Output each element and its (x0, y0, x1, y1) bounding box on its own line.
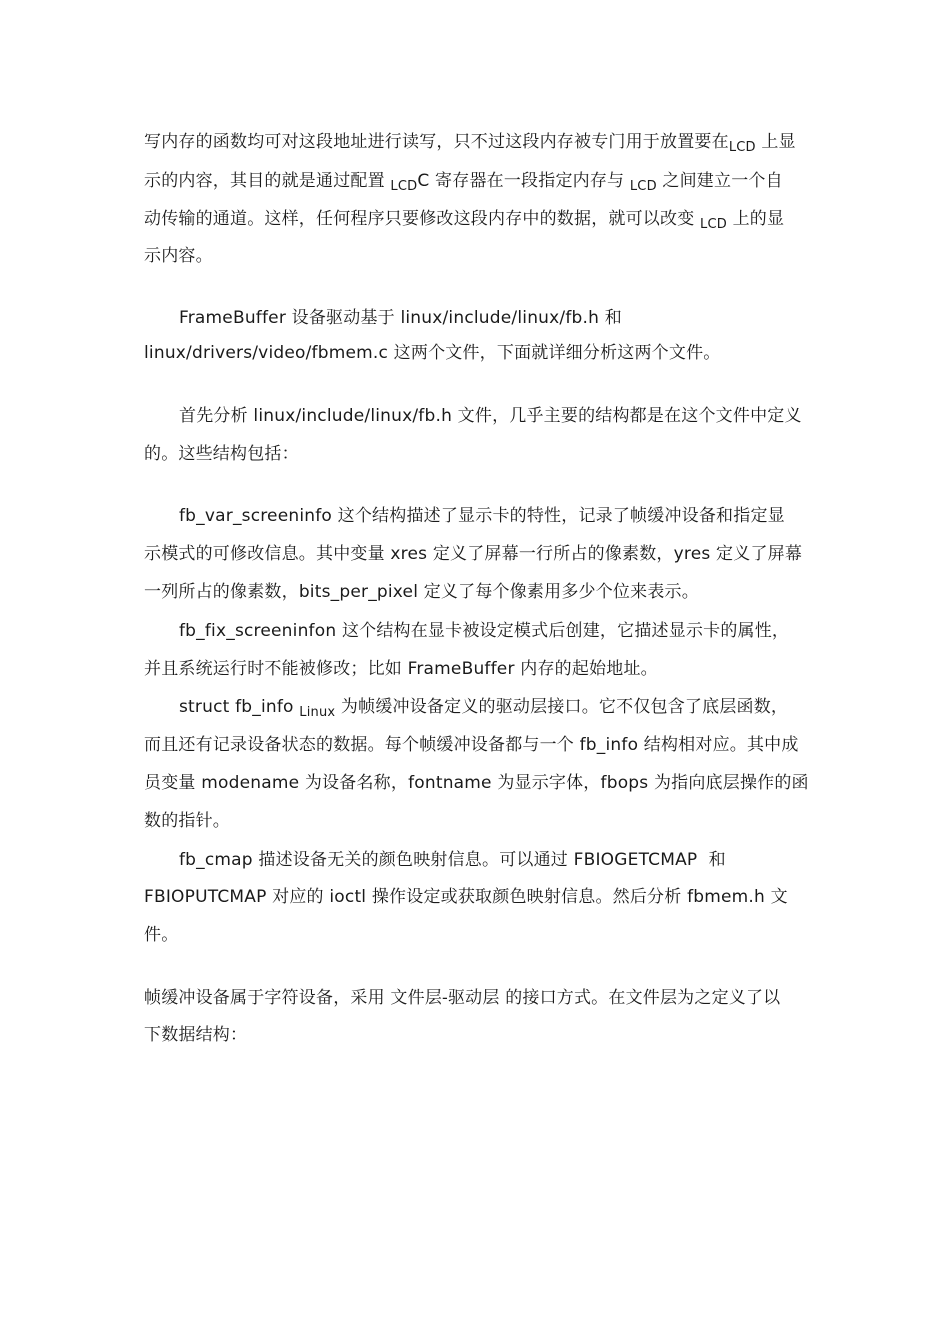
text-run: 帧缓冲设备属于字符设备，采用 (144, 988, 385, 1008)
text-run: 示模式的可修改信息。其中变量 (144, 544, 385, 564)
text-run: 这个结构描述了显示卡的特性，记录了帧缓冲设备和指定显 (337, 506, 785, 526)
text-run: 件。 (144, 925, 179, 945)
code-term: struct fb_info (179, 697, 294, 717)
p8-line-1 (144, 987, 814, 1009)
code-term: linux/include/linux/fb.h (253, 406, 453, 426)
text-run: 为设备名称， (304, 773, 409, 793)
code-term: modename (201, 773, 300, 793)
text-run: 而且还有记录设备状态的数据。每个帧缓冲设备都与一个 (144, 735, 574, 755)
text-run: 并且系统运行时不能被修改；比如 (144, 659, 402, 679)
code-term: FBIOPUTCMAP (144, 887, 267, 907)
code-term: fb_info (579, 735, 639, 755)
text-run: 的。这些结构包括： (144, 444, 299, 464)
text-run: 为显示字体， (497, 773, 601, 793)
text-run: 文件，几乎主要的结构都是在这个文件中定义 (457, 406, 802, 426)
lcd-subscript: LCD (390, 179, 418, 194)
text-run: 内存的起始地址。 (520, 659, 658, 679)
lcd-subscript: LCD (629, 179, 657, 194)
text-run: 数的指针。 (144, 811, 230, 831)
code-term: yres (673, 544, 711, 564)
text-run: 描述设备无关的颜色映射信息。可以通过 (258, 850, 569, 870)
p6-line-2 (144, 734, 814, 756)
text-run: 之间建立一个自 (662, 171, 783, 191)
text-run: 为指向底层操作的函 (653, 773, 809, 793)
code-term: FrameBuffer (179, 308, 287, 328)
lcd-subscript: LCD (728, 140, 756, 155)
linux-subscript: Linux (299, 705, 336, 720)
text-run: 操作设定或获取颜色映射信息。然后分析 (371, 887, 682, 907)
p2-line-1 (179, 307, 849, 329)
code-term: fontname (408, 773, 492, 793)
p1-line-1 (144, 131, 814, 153)
p7-line-2 (144, 886, 814, 908)
code-term: FBIOGETCMAP (573, 850, 698, 870)
code-term: FrameBuffer (407, 659, 515, 679)
p7-line-1 (179, 849, 849, 871)
text-run: 定义了屏幕一行所占的像素数， (432, 544, 674, 564)
text-run: 和 (708, 850, 726, 870)
text-run: 和 (604, 308, 622, 328)
text-run: 文 (770, 887, 788, 907)
text-run: 上的显 (732, 209, 785, 229)
text-run: 结构相对应。其中成 (643, 735, 799, 755)
p2-line-2 (144, 342, 814, 364)
p1-line-3 (144, 208, 814, 230)
text-run: 写内存的函数均可对这段地址进行读写，只不过这段内存被专门用于放置要在 (144, 132, 729, 152)
p4-line-3 (144, 581, 814, 603)
text-run: 为帧缓冲设备定义的驱动层接口。它不仅包含了底层函数， (340, 697, 789, 717)
p3-line-1 (179, 405, 849, 427)
text-run: 对应的 (272, 887, 324, 907)
text-run: 设备驱动基于 (291, 308, 395, 328)
text-run: 示的内容，其目的就是通过配置 (144, 171, 385, 191)
p7-line-3 (144, 924, 814, 946)
text-run: 动传输的通道。这样，任何程序只要修改这段内存中的数据，就可以改变 (144, 209, 695, 229)
code-term: fb_cmap (179, 850, 253, 870)
text-run: 员变量 (144, 773, 196, 793)
p6-line-3 (144, 772, 814, 794)
text-run: 寄存器在一段指定内存与 (435, 171, 625, 191)
p1-line-2 (144, 170, 814, 192)
code-term: linux/drivers/video/fbmem.c (144, 343, 389, 363)
p6-line-1 (179, 696, 849, 718)
text-run: 定义了每个像素用多少个位来表示。 (423, 582, 699, 602)
code-term: fb_var_screeninfo (179, 506, 333, 526)
p6-line-4 (144, 810, 814, 832)
code-term: linux/include/linux/fb.h (400, 308, 600, 328)
p8-line-2 (144, 1024, 814, 1046)
p5-line-1 (179, 620, 849, 642)
text-run: 示内容。 (144, 246, 213, 266)
p4-line-2 (144, 543, 814, 565)
text-run: 的接口方式。在文件层为之定义了以 (505, 988, 781, 1008)
p5-line-2 (144, 658, 814, 680)
text-run: 下数据结构： (144, 1025, 248, 1045)
text-run: C (417, 171, 430, 191)
text-run: 文件层-驱动层 (390, 988, 500, 1008)
p3-line-2 (144, 443, 814, 465)
code-term: xres (390, 544, 428, 564)
text-run: 这个结构在显卡被设定模式后创建，它描述显示卡的属性， (341, 621, 790, 641)
p1-line-4 (144, 245, 814, 267)
text-run: 上显 (761, 132, 796, 152)
code-term: bits_per_pixel (298, 582, 419, 602)
code-term: fbops (600, 773, 649, 793)
code-term: fb_fix_screeninfon (179, 621, 337, 641)
lcd-subscript: LCD (700, 217, 727, 232)
text-run: 首先分析 (179, 406, 248, 426)
text-run: 一列所占的像素数， (144, 582, 299, 602)
code-term: ioctl (329, 887, 367, 907)
text-run: 定义了屏幕 (716, 544, 803, 564)
text-run: 这两个文件，下面就详细分析这两个文件。 (393, 343, 721, 363)
code-term: fbmem.h (687, 887, 765, 907)
p4-line-1 (179, 505, 849, 527)
